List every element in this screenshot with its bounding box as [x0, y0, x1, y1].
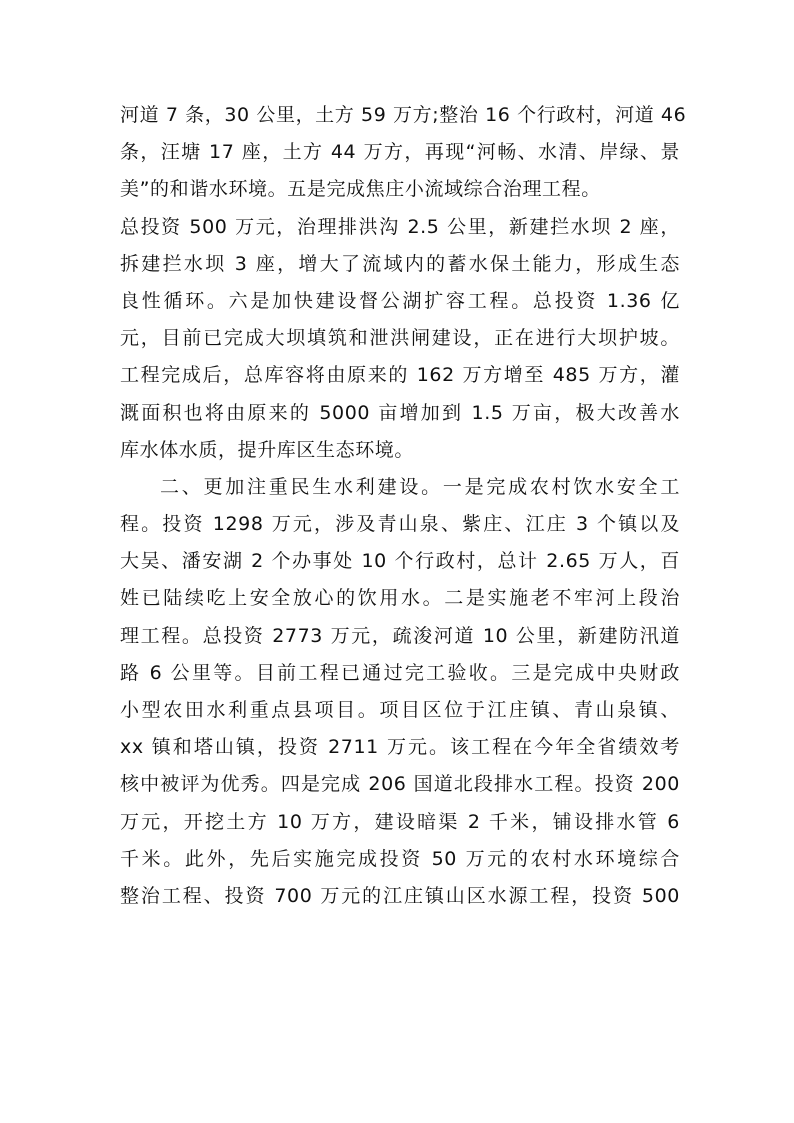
text-line: 溉面积也将由原来的 5000 亩增加到 1.5 万亩，极大改善水 — [120, 401, 680, 424]
text-line: 条，汪塘 17 座，土方 44 万方，再现“河畅、水清、岸绿、景 — [120, 141, 680, 164]
text-line: 路 6 公里等。目前工程已通过完工验收。三是完成中央财政 — [120, 661, 680, 684]
text-line: 核中被评为优秀。四是完成 206 国道北段排水工程。投资 200 — [120, 773, 680, 796]
text-line: 千米。此外，先后实施完成投资 50 万元的农村水环境综合 — [120, 847, 680, 870]
text-line: 美”的和谐水环境。五是完成焦庄小流域综合治理工程。 — [120, 178, 601, 201]
text-line: 程。投资 1298 万元，涉及青山泉、紫庄、江庄 3 个镇以及 — [120, 513, 680, 536]
text-line: 小型农田水利重点县项目。项目区位于江庄镇、青山泉镇、 — [120, 699, 680, 721]
text-line: 拆建拦水坝 3 座，增大了流域内的蓄水保土能力，形成生态 — [120, 252, 680, 275]
text-line: 总投资 500 万元，治理排洪沟 2.5 公里，新建拦水坝 2 座， — [120, 215, 680, 238]
text-line: 理工程。总投资 2773 万元，疏浚河道 10 公里，新建防汛道 — [120, 624, 680, 647]
text-line: xx 镇和塔山镇，投资 2711 万元。该工程在今年全省绩效考 — [120, 736, 680, 759]
text-line: 工程完成后，总库容将由原来的 162 万方增至 485 万方，灌 — [120, 364, 680, 387]
text-line: 整治工程、投资 700 万元的江庄镇山区水源工程，投资 500 — [120, 884, 680, 907]
text-line: 姓已陆续吃上安全放心的饮用水。二是实施老不牢河上段治 — [120, 587, 680, 610]
section-heading-line: 二、更加注重民生水利建设。一是完成农村饮水安全工 — [160, 475, 680, 498]
body-text — [120, 97, 687, 915]
text-line: 河道 7 条，30 公里，土方 59 万方;整治 16 个行政村，河道 46 — [120, 104, 687, 126]
paragraph-end-line: 库水体水质，提升库区生态环境。 — [120, 438, 415, 461]
text-line: 万元，开挖土方 10 万方，建设暗渠 2 千米，铺设排水管 6 — [120, 810, 680, 833]
text-line: 良性循环。六是加快建设督公湖扩容工程。总投资 1.36 亿 — [120, 289, 680, 312]
text-line: 大吴、潘安湖 2 个办事处 10 个行政村，总计 2.65 万人，百 — [120, 550, 680, 573]
text-line: 元，目前已完成大坝填筑和泄洪闸建设，正在进行大坝护坡。 — [120, 327, 680, 350]
